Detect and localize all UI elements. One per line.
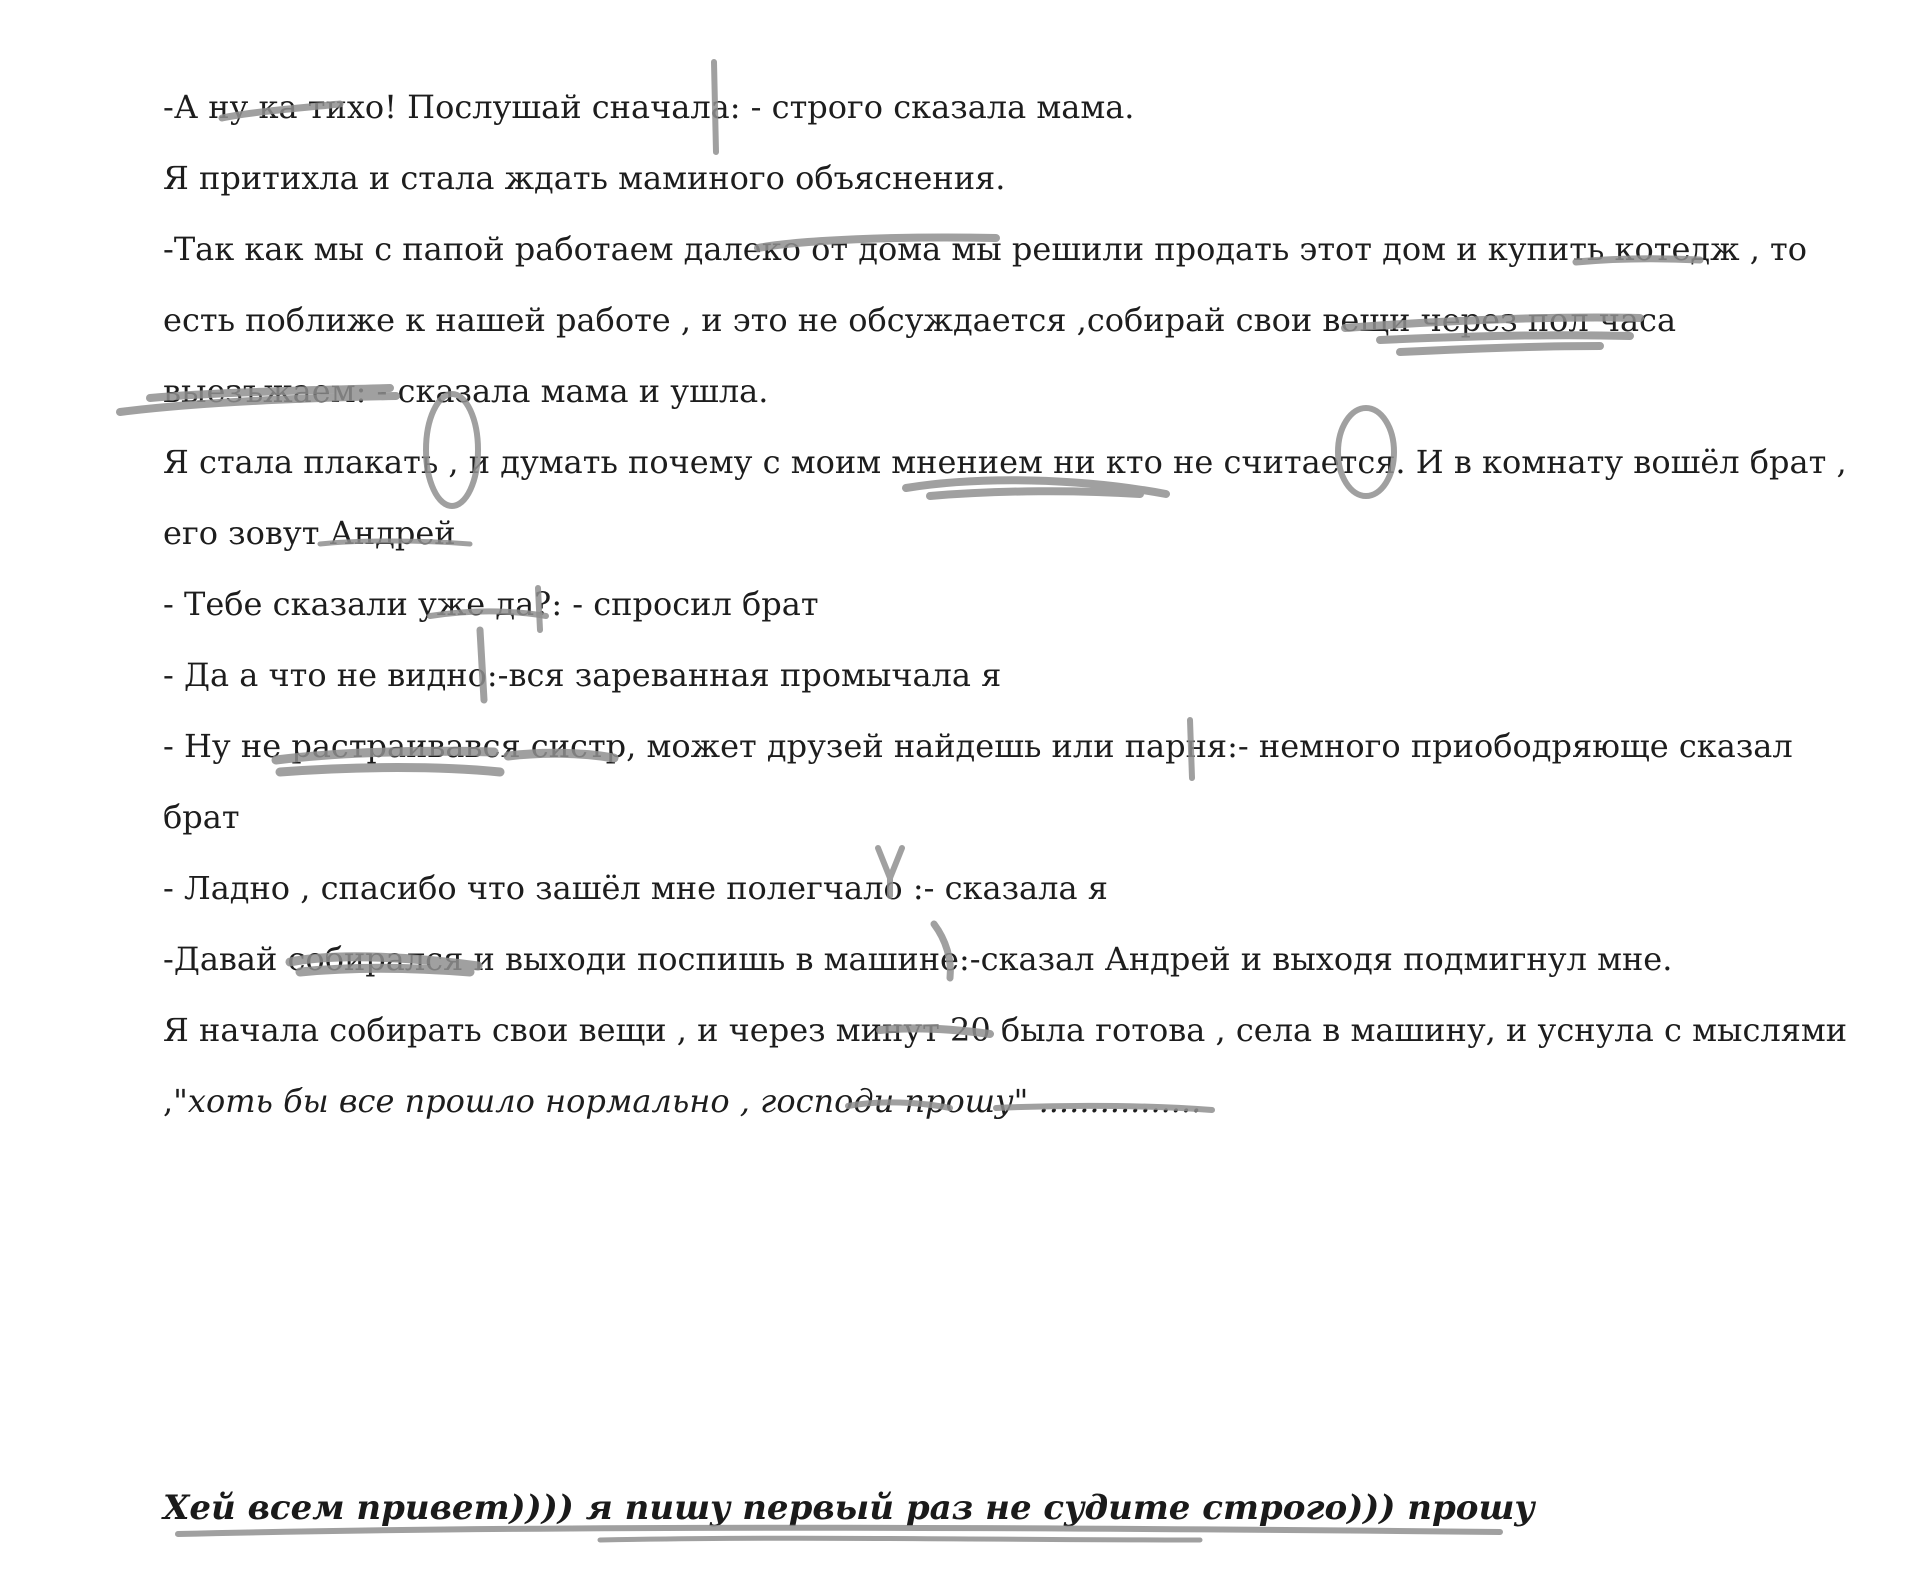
text-line: Я стала плакать , и думать почему с моим мнением ни кто не считается. И в комнату вошёл брат , (163, 443, 1847, 481)
text-line: брат (163, 798, 240, 836)
text-line-last (163, 1066, 1803, 1137)
underline-mark (600, 1538, 1200, 1540)
quote-prefix: ," (163, 1082, 188, 1120)
text-line: Я притихла и стала ждать маминого объяснения. (163, 159, 1006, 197)
story-text (163, 72, 1848, 1137)
text-line: - Да а что не видно:-вся зареванная промычала я (163, 656, 1002, 694)
underline-mark (178, 1528, 1500, 1534)
text-line: -Давай собирался и выходи поспишь в машине:-сказал Андрей и выходя подмигнул мне. (163, 940, 1673, 978)
text-line: - Ладно , спасибо что зашёл мне полегчало :- сказала я (163, 869, 1108, 907)
text-line: -А ну ка тихо! Послушай сначала: - строго сказала мама. (163, 88, 1135, 126)
text-line: - Ну не растраивався систр, может друзей найдешь или парня:- немного приободряюще сказал (163, 727, 1793, 765)
text-line: есть поближе к нашей работе , и это не обсуждается ,собирай свои вещи через пол часа (163, 301, 1677, 339)
text-line: его зовут Андрей (163, 514, 456, 552)
text-line: выезъжаем: - сказала мама и ушла. (163, 372, 769, 410)
text-line: - Тебе сказали уже да?: - спросил брат (163, 585, 819, 623)
text-line: -Так как мы с папой работаем далеко от дома мы решили продать этот дом и купить котедж , то (163, 230, 1808, 268)
author-note: Хей всем привет)))) я пишу первый раз не судите строго))) прошу (163, 1488, 1535, 1528)
italic-quote: хоть бы все прошло нормально , господи прошу" ................ (187, 1082, 1202, 1120)
text-line: Я начала собирать свои вещи , и через минут 20 была готова , села в машину, и уснула с мыслями (163, 1011, 1848, 1049)
